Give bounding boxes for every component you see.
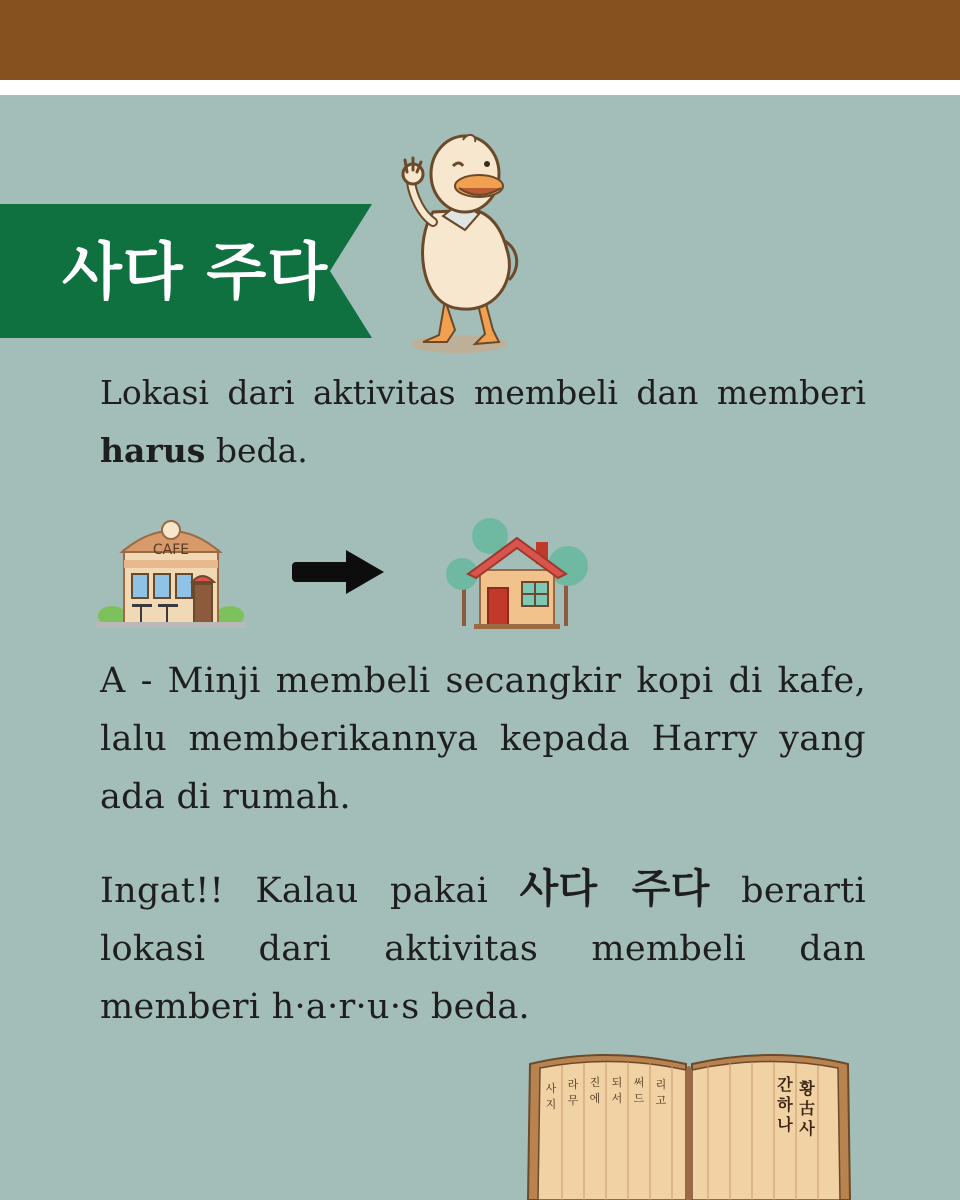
cafe-sign-text: CAFE — [152, 542, 190, 558]
book-char-large: 사 — [799, 1119, 815, 1138]
book-char: 라 — [567, 1078, 579, 1091]
book-char: 되 — [611, 1076, 623, 1089]
book-char-large: 황 — [799, 1079, 815, 1098]
book-char: 사 — [545, 1082, 557, 1095]
reminder-text-before: Ingat!! Kalau pakai — [100, 871, 489, 911]
old-book-icon — [524, 1050, 854, 1200]
house-icon — [444, 516, 590, 630]
intro-text-before: Lokasi dari aktivitas membeli dan memberi — [100, 373, 866, 412]
book-char: 에 — [589, 1092, 601, 1105]
reminder-text-after: berarti lokasi dari aktivitas membeli dan memberi h·a·r·u·s beda. — [100, 871, 866, 1027]
intro-bold-word: harus — [100, 431, 206, 470]
book-char: 드 — [633, 1092, 645, 1105]
top-white-stripe — [0, 80, 960, 95]
intro-text-after: beda. — [215, 431, 308, 470]
book-char-large: 나 — [777, 1115, 793, 1134]
book-char-large: 古 — [798, 1099, 816, 1118]
example-paragraph: A - Minji membeli secangkir kopi di kafe, lalu memberikannya kepada Harry yang ada di rumah. — [100, 661, 866, 817]
cafe-icon — [96, 516, 246, 630]
book-char: 서 — [611, 1092, 623, 1105]
banner-title: 사다 주다 — [62, 235, 329, 308]
reminder-paragraph — [100, 860, 866, 1036]
book-char: 고 — [655, 1094, 667, 1107]
book-char: 진 — [589, 1076, 601, 1089]
book-char: 써 — [633, 1076, 645, 1089]
book-char: 무 — [567, 1094, 579, 1107]
duck-mascot-icon — [395, 130, 535, 360]
arrow-right-icon — [290, 548, 386, 596]
book-char-large: 간 — [777, 1075, 793, 1094]
reminder-korean-phrase: 사다 주다 — [519, 866, 710, 912]
book-char: 지 — [545, 1098, 557, 1111]
book-char: 리 — [655, 1078, 667, 1091]
top-color-bar — [0, 0, 960, 80]
intro-paragraph — [100, 364, 866, 480]
book-char-large: 하 — [777, 1095, 793, 1114]
